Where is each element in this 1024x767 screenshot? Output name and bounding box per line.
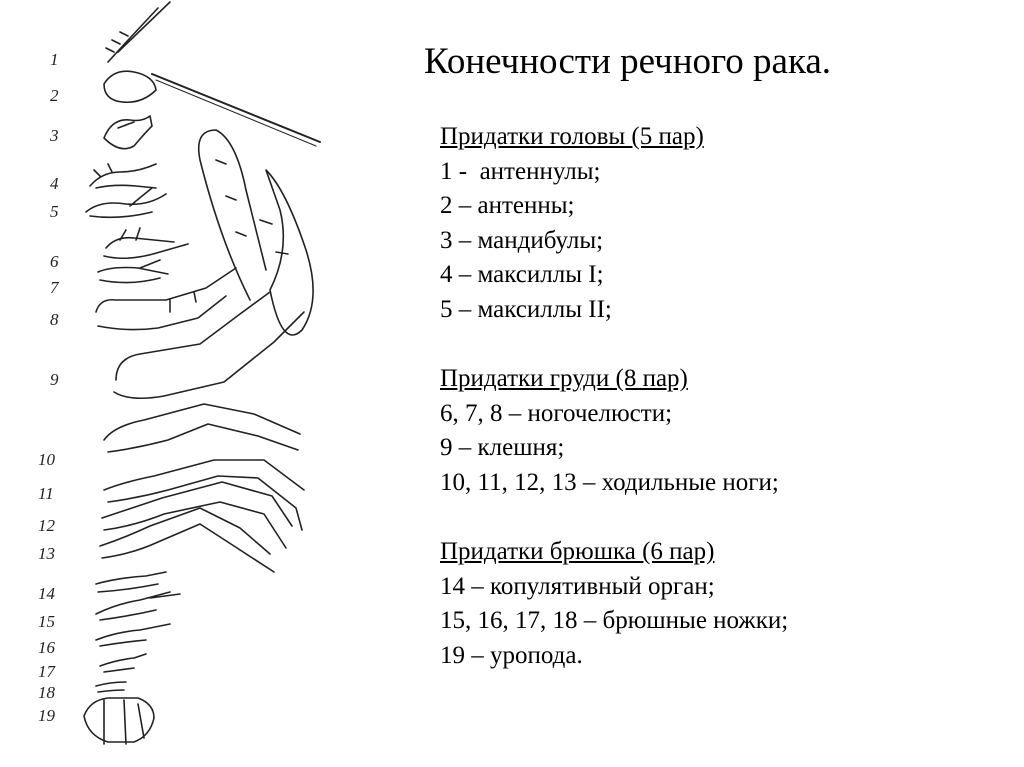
copulatory-organ-drawing bbox=[96, 572, 166, 592]
antennule-drawing bbox=[106, 2, 170, 62]
walking-leg-13-drawing bbox=[100, 508, 274, 572]
limb-number-18: 18 bbox=[38, 683, 55, 702]
legend-item: 3 – мандибулы; bbox=[440, 226, 604, 254]
limb-number-11: 11 bbox=[38, 484, 54, 503]
limb-number-10: 10 bbox=[38, 450, 55, 469]
limb-number-13: 13 bbox=[38, 544, 55, 563]
limb-number-3: 3 bbox=[50, 126, 59, 145]
limb-number-1: 1 bbox=[50, 50, 59, 69]
maxilliped-8-drawing bbox=[96, 268, 236, 330]
legend-group-head bbox=[440, 120, 1010, 328]
pleopod-15-drawing bbox=[96, 592, 180, 620]
legend-heading-thorax: Придатки груди (8 пар) bbox=[440, 365, 688, 393]
uropod-drawing bbox=[84, 698, 154, 744]
pleopod-17-drawing bbox=[100, 654, 146, 672]
pleopod-18-drawing bbox=[96, 682, 126, 692]
maxilliped-7-drawing bbox=[98, 260, 168, 283]
legend-item: 19 – уропода. bbox=[440, 641, 583, 669]
legend-item: 15, 16, 17, 18 – брюшные ножки; bbox=[440, 607, 789, 635]
legend-item: 9 – клешня; bbox=[440, 434, 565, 462]
legend-heading-head: Придатки головы (5 пар) bbox=[440, 123, 704, 150]
legend-item: 5 – максиллы II; bbox=[440, 295, 612, 323]
limb-number-16: 16 bbox=[38, 638, 55, 657]
legend-item: 6, 7, 8 – ногочелюсти; bbox=[440, 399, 673, 427]
limb-number-8: 8 bbox=[50, 310, 59, 329]
legend-item: 4 – максиллы I; bbox=[440, 261, 604, 289]
legend bbox=[440, 120, 1010, 708]
limb-number-15: 15 bbox=[38, 612, 55, 631]
legend-item: 10, 11, 12, 13 – ходильные ноги; bbox=[440, 468, 779, 496]
crayfish-limbs-illustration bbox=[0, 0, 420, 767]
maxilla-1-drawing bbox=[90, 164, 156, 188]
legend-item: 2 – антенны; bbox=[440, 192, 575, 220]
walking-leg-11-drawing bbox=[104, 460, 304, 530]
maxilliped-6-drawing bbox=[104, 228, 188, 258]
antenna-drawing bbox=[104, 71, 320, 146]
limb-number-6: 6 bbox=[50, 252, 59, 271]
legend-group-abdomen bbox=[440, 535, 1010, 673]
limb-number-19: 19 bbox=[38, 706, 55, 725]
legend-group-thorax bbox=[440, 362, 1010, 500]
limb-number-5: 5 bbox=[50, 202, 59, 221]
legend-item: 14 – копулятивный орган; bbox=[440, 572, 715, 600]
limb-number-12: 12 bbox=[38, 516, 55, 535]
limb-number-2: 2 bbox=[50, 86, 59, 105]
limb-number-4: 4 bbox=[50, 174, 59, 193]
page-title: Конечности речного рака. bbox=[424, 41, 832, 82]
walking-leg-10-drawing bbox=[104, 404, 300, 452]
limb-number-17: 17 bbox=[38, 662, 55, 681]
pleopod-16-drawing bbox=[96, 624, 170, 646]
mandible-drawing bbox=[104, 116, 152, 149]
legend-heading-abdomen: Придатки брюшка (6 пар) bbox=[440, 538, 715, 566]
walking-leg-12-drawing bbox=[102, 482, 292, 548]
limb-number-7: 7 bbox=[50, 278, 59, 297]
legend-item: 1 - антеннулы; bbox=[440, 157, 601, 185]
limb-number-14: 14 bbox=[38, 584, 55, 603]
cheliped-claw-drawing bbox=[114, 130, 313, 398]
limb-number-9: 9 bbox=[50, 370, 59, 389]
maxilla-2-drawing bbox=[86, 188, 166, 217]
